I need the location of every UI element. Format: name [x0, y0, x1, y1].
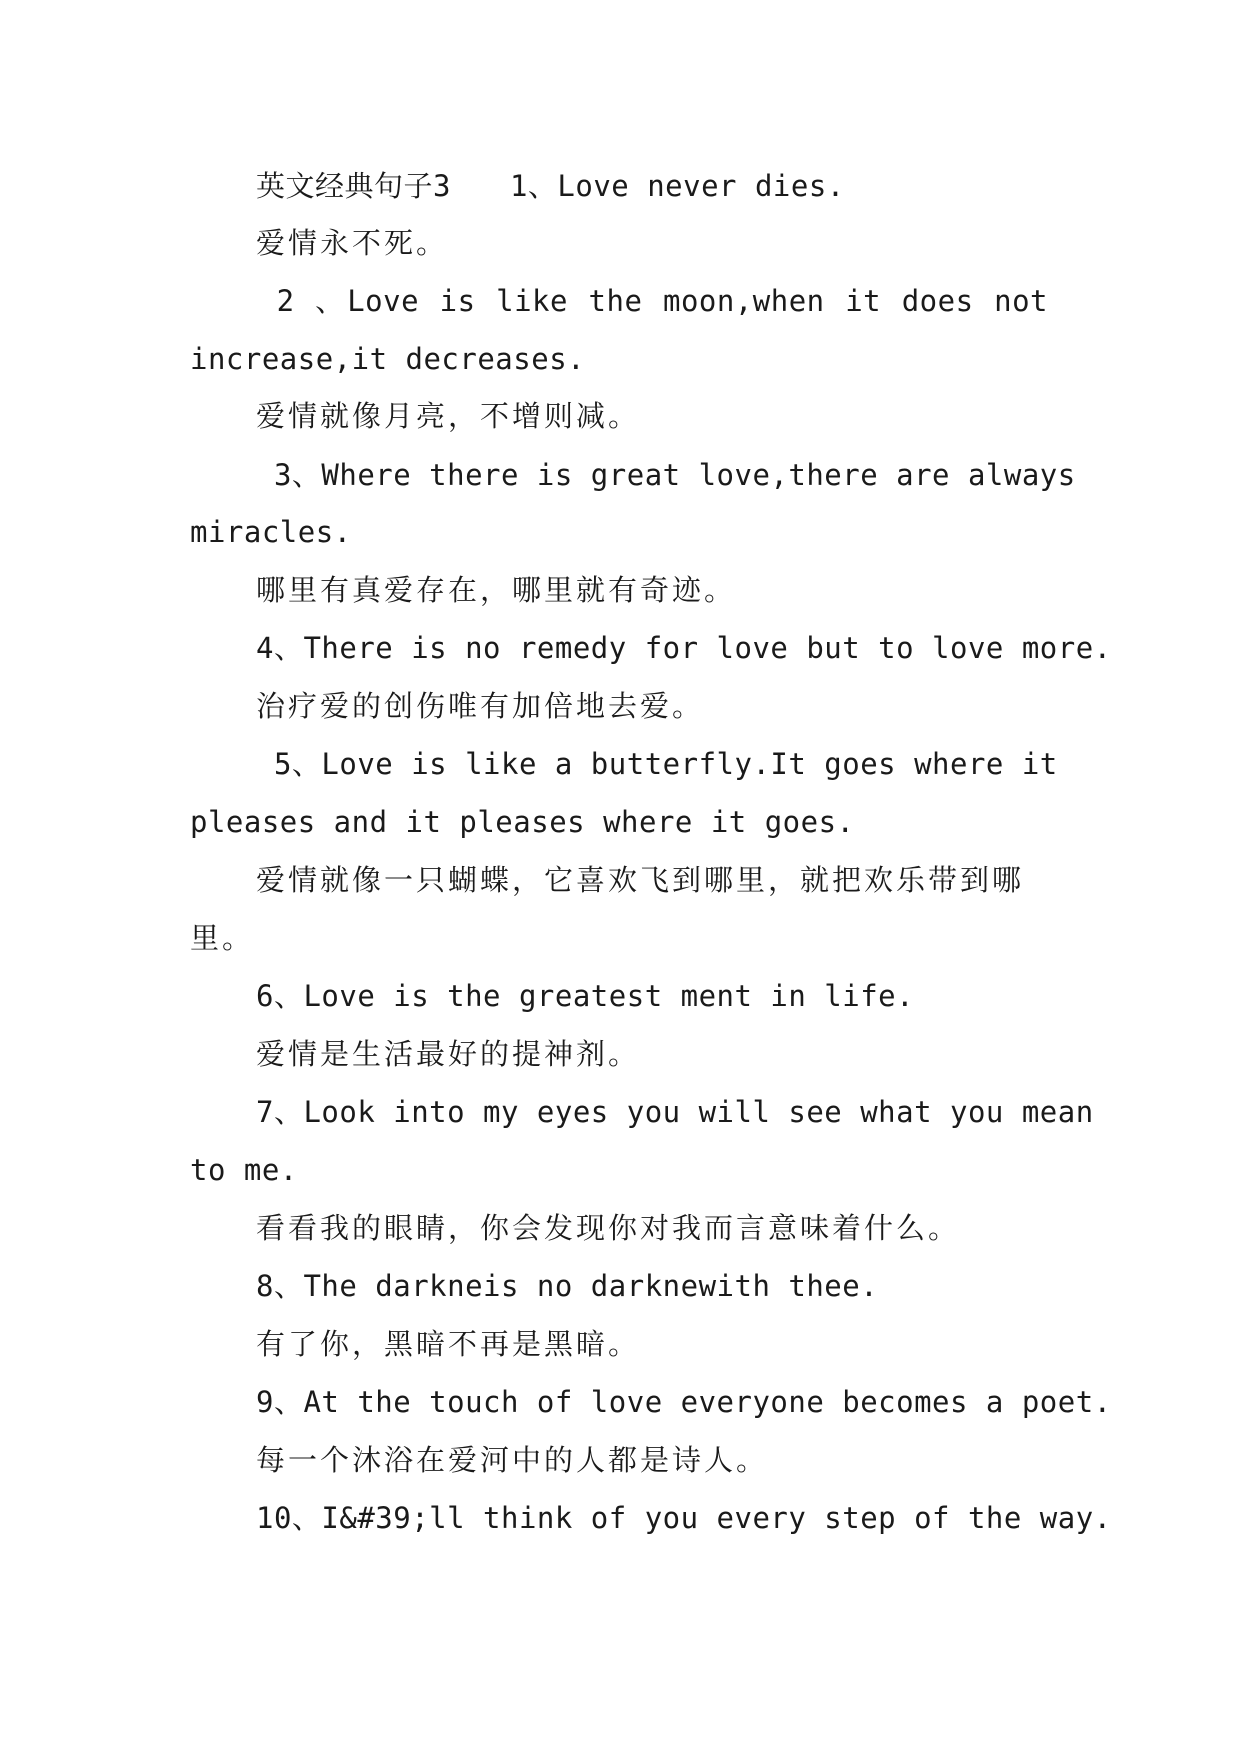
translation-line-9: 每一个沐浴在爱河中的人都是诗人。 [256, 1443, 769, 1477]
translation-line-5a: 爱情就像一只蝴蝶，它喜欢飞到哪里，就把欢乐带到哪 [256, 863, 1025, 897]
translation-line-1: 爱情永不死。 [256, 226, 449, 260]
sentence-line-3b: miracles. [190, 515, 352, 549]
sentence-line-4: 4、There is no remedy for love but to love more. [256, 631, 1112, 665]
sentence-line-2b: increase,it decreases. [190, 342, 586, 376]
translation-line-6: 爱情是生活最好的提神剂。 [256, 1037, 641, 1071]
sentence-line-7a: 7、Look into my eyes you will see what you mean [256, 1095, 1094, 1129]
translation-line-8: 有了你，黑暗不再是黑暗。 [256, 1327, 641, 1361]
translation-line-2: 爱情就像月亮，不增则减。 [256, 399, 641, 433]
sentence-line-8: 8、The darkneis no darknewith thee. [256, 1269, 879, 1303]
sentence-line-6: 6、Love is the greatest ment in life. [256, 979, 915, 1013]
sentence-line-2a: 2 、Love is like the moon,when it does not [256, 284, 1048, 318]
sentence-line-9: 9、At the touch of love everyone becomes a poet. [256, 1385, 1112, 1419]
sentence-line-5a: 5、Love is like a butterfly.It goes where it [256, 747, 1058, 781]
sentence-line-10: 10、I&#39;ll think of you every step of the way. [256, 1501, 1112, 1535]
translation-line-7: 看看我的眼睛，你会发现你对我而言意味着什么。 [256, 1211, 961, 1245]
translation-line-5b: 里。 [190, 921, 255, 955]
translation-line-3: 哪里有真爱存在，哪里就有奇迹。 [256, 573, 737, 607]
heading-line-1: 英文经典句子3 1、Love never dies. [256, 169, 845, 203]
sentence-line-5b: pleases and it pleases where it goes. [190, 805, 855, 839]
sentence-line-3a: 3、Where there is great love,there are always [256, 458, 1076, 492]
translation-line-4: 治疗爱的创伤唯有加倍地去爱。 [256, 689, 705, 723]
sentence-line-7b: to me. [190, 1153, 298, 1187]
